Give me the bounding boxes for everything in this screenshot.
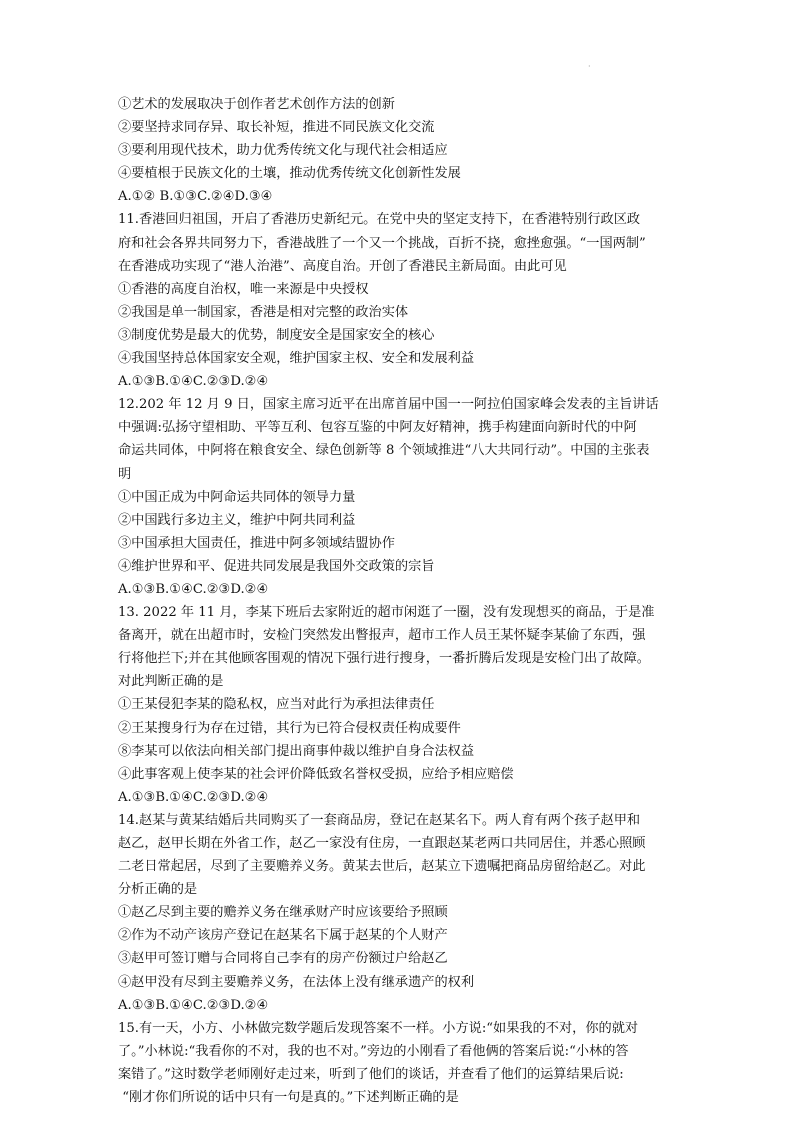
text-line: 赵乙，赵甲长期在外省工作，赵乙一家没有住房，一直跟赵某老两口共同居住，并悉心照顾	[118, 836, 646, 851]
text-line: 府和社会各界共同努力下，香港战胜了一个又一个挑战，百折不挠，愈挫愈强。“一国两制”	[118, 235, 646, 251]
text-line: 分析正确的是	[118, 882, 198, 898]
text-line: ⑧李某可以依法向相关部门提出商事仲裁以维护自身合法权益	[118, 743, 475, 759]
text-line: ④要植根于民族文化的土壤，推动优秀传统文化创新性发展	[118, 166, 461, 182]
text-line: ①香港的高度自治权，唯一来源是中央授权	[118, 281, 369, 297]
text-line: ③赵甲可签订赠与合同将自己李有的房产份额过户给赵乙	[118, 951, 448, 967]
question-12-text: 12.202 年 12 月 9 日，国家主席习近平在出席首届中国一一阿拉伯国家峰会发表的主旨讲话	[118, 397, 659, 413]
answer-options: A.①③B.①④C.②③D.②④	[118, 374, 269, 390]
document-body	[118, 93, 674, 1109]
text-line: ④此事客观上使李某的社会评价降低致名誉权受损，应给予相应赔偿	[118, 766, 514, 782]
question-11-text: 11.香港回归祖国，开启了香港历史新纪元。在党中央的坚定支持下，在香港特别行政区政	[118, 212, 641, 228]
text-line: ①王某侵犯李某的隐私权，应当对此行为承担法律责任	[118, 697, 435, 713]
question-15-text: 15.有一天，小方、小林做完数学题后发现答案不一样。小方说:“如果我的不对，你的就对	[118, 1020, 639, 1036]
text-line: ④赵甲没有尽到主要赡养义务，在法体上没有继承遗产的权利	[118, 974, 475, 990]
answer-options: A.①② B.①③C.②④D.③④	[118, 189, 273, 205]
page-mark: ·	[588, 62, 591, 71]
text-line: 对此判断正确的是	[118, 674, 224, 690]
text-line: ④维护世界和平、促进共同发展是我国外交政策的宗旨	[118, 558, 435, 574]
text-line: 案错了。”这时数学老师刚好走过来，听到了他们的谈话，并查看了他们的运算结果后说:	[118, 1066, 624, 1082]
text-line: 命运共同体，中阿将在粮食安全、绿色创新等 8 个领域推进“八大共同行动”。中国的主张表	[118, 443, 650, 459]
text-line: ①艺术的发展取决于创作者艺术创作方法的创新	[118, 97, 395, 112]
text-line: 备离开，就在出超市时，安检门突然发出瞥报声，超市工作人员王某怀疑李某偷了东西，强	[118, 628, 646, 644]
text-line: 明	[118, 466, 132, 482]
text-line: ①赵乙尽到主要的赡养义务在继承财产时应该要给予照顾	[118, 905, 448, 921]
answer-options: A.①③B.①④C.②③D.②④	[118, 581, 269, 597]
answer-options: A.①③B.①④C.②③D.②④	[118, 997, 269, 1013]
text-line: ②我国是单一制国家，香港是相对完整的政治实体	[118, 304, 409, 320]
text-line: ①中国正成为中阿命运共同体的领导力量	[118, 489, 356, 505]
text-line: ②作为不动产该房产登记在赵某名下属于赵某的个人财产	[118, 928, 448, 944]
text-line: 行将他拦下;并在其他顾客围观的情况下强行进行搜身，一番折腾后发现是安检门出了故障。	[118, 651, 650, 667]
text-line: ②要坚持求同存异、取长补短，推进不同民族文化交流	[118, 120, 435, 136]
question-13-text: 13. 2022 年 11 月，李某下班后去家附近的超市闲逛了一圈，没有发现想买的商品，于是准	[118, 605, 655, 621]
text-line: ②王某搜身行为存在过错，其行为已符合侵权责任构成要件	[118, 720, 461, 736]
text-line: ③制度优势是最大的优势，制度安全是国家安全的核心	[118, 327, 435, 343]
text-line: 中强调:弘扬守望相助、平等互利、包容互鉴的中阿友好精神，携手构建面向新时代的中阿	[118, 420, 637, 436]
text-line: ②中国践行多边主义，维护中阿共同利益	[118, 512, 356, 528]
text-line: ④我国坚持总体国家安全观，维护国家主权、安全和发展利益	[118, 351, 475, 367]
text-line: 二老日常起居，尽到了主要赡养义务。黄某去世后，赵某立下遗嘱把商品房留给赵乙。对此	[118, 859, 646, 875]
text-line: “刚才你们所说的话中只有一句是真的。”下述判断正确的是	[118, 1090, 459, 1106]
text-line: 了。”小林说:“我看你的不对，我的也不对。”旁边的小刚看了看他俩的答案后说:“小林的答	[118, 1043, 629, 1059]
answer-options: A.①③B.①④C.②③D.②④	[118, 789, 269, 805]
text-line: 在香港成功实现了“港人治港”、高度自治。开创了香港民主新局面。由此可见	[118, 258, 567, 274]
text-line: ③要利用现代技术，助力优秀传统文化与现代社会相适应	[118, 143, 448, 159]
text-line: ③中国承担大国责任，推进中阿多领域结盟协作	[118, 535, 395, 551]
question-14-text: 14.赵某与黄某结婚后共同购买了一套商品房，登记在赵某名下。两人育有两个孩子赵甲和	[118, 812, 641, 828]
